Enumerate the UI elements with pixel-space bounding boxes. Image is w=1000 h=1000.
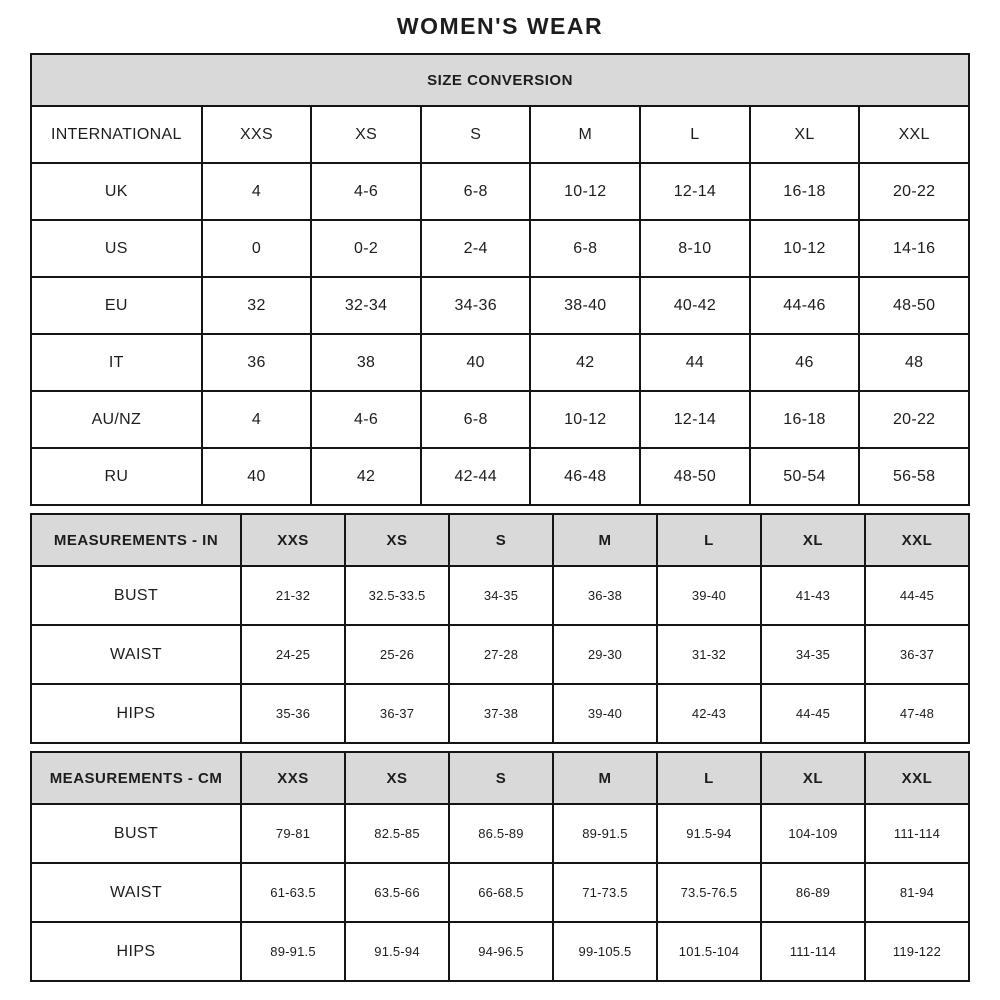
value-cell: 14-16 (859, 220, 969, 277)
value-cell: 10-12 (530, 391, 640, 448)
page-title: WOMEN'S WEAR (396, 13, 604, 39)
row-label: IT (31, 334, 202, 391)
value-cell: 35-36 (241, 684, 345, 743)
value-cell: 12-14 (640, 391, 750, 448)
size-column-header: L (657, 514, 761, 566)
measurements-cm-header: MEASUREMENTS - CM (31, 752, 241, 804)
value-cell: 20-22 (859, 391, 969, 448)
value-cell: 29-30 (553, 625, 657, 684)
table-header-row (31, 54, 969, 106)
value-cell: 71-73.5 (553, 863, 657, 922)
size-column-header: XL (761, 752, 865, 804)
row-label: WAIST (31, 863, 241, 922)
value-cell: 56-58 (859, 448, 969, 505)
table-header-row (31, 752, 969, 804)
value-cell: 16-18 (750, 391, 860, 448)
value-cell: 16-18 (750, 163, 860, 220)
size-column-header: XXS (241, 752, 345, 804)
row-label: BUST (31, 566, 241, 625)
measurements-cm-table (30, 751, 970, 982)
row-label: US (31, 220, 202, 277)
value-cell: 48-50 (859, 277, 969, 334)
value-cell: 44-45 (761, 684, 865, 743)
size-conversion-table (30, 53, 970, 506)
value-cell: 0-2 (311, 220, 421, 277)
value-cell: 32-34 (311, 277, 421, 334)
value-cell: 48 (859, 334, 969, 391)
value-cell: 39-40 (553, 684, 657, 743)
size-conversion-header: SIZE CONVERSION (31, 54, 969, 106)
size-column-header: XS (345, 514, 449, 566)
value-cell: 47-48 (865, 684, 969, 743)
table-row (31, 684, 969, 743)
value-cell: 38-40 (530, 277, 640, 334)
value-cell: 94-96.5 (449, 922, 553, 981)
value-cell: 34-35 (761, 625, 865, 684)
value-cell: 44-46 (750, 277, 860, 334)
value-cell: 61-63.5 (241, 863, 345, 922)
value-cell: 81-94 (865, 863, 969, 922)
value-cell: 89-91.5 (241, 922, 345, 981)
table-row (31, 566, 969, 625)
value-cell: 0 (202, 220, 312, 277)
table-header-row (31, 514, 969, 566)
table-row (31, 334, 969, 391)
value-cell: 89-91.5 (553, 804, 657, 863)
size-conversion-body (31, 106, 969, 505)
value-cell: 10-12 (750, 220, 860, 277)
size-column-header: XS (345, 752, 449, 804)
value-cell: 50-54 (750, 448, 860, 505)
table-row (31, 106, 969, 163)
value-cell: 99-105.5 (553, 922, 657, 981)
value-cell: 6-8 (530, 220, 640, 277)
value-cell: 40-42 (640, 277, 750, 334)
value-cell: 48-50 (640, 448, 750, 505)
value-cell: 21-32 (241, 566, 345, 625)
table-row (31, 391, 969, 448)
size-column-header: XXL (865, 514, 969, 566)
value-cell: 73.5-76.5 (657, 863, 761, 922)
row-label: BUST (31, 804, 241, 863)
measurements-cm-body (31, 804, 969, 981)
value-cell: 36 (202, 334, 312, 391)
value-cell: 44 (640, 334, 750, 391)
value-cell: 25-26 (345, 625, 449, 684)
size-column-header: M (553, 514, 657, 566)
table-row (31, 277, 969, 334)
value-cell: 37-38 (449, 684, 553, 743)
value-cell: L (640, 106, 750, 163)
value-cell: 36-38 (553, 566, 657, 625)
value-cell: 4 (202, 163, 312, 220)
value-cell: 41-43 (761, 566, 865, 625)
value-cell: 119-122 (865, 922, 969, 981)
value-cell: XXS (202, 106, 312, 163)
table-row (31, 220, 969, 277)
value-cell: 40 (421, 334, 531, 391)
value-cell: XS (311, 106, 421, 163)
value-cell: 31-32 (657, 625, 761, 684)
value-cell: 46-48 (530, 448, 640, 505)
table-row (31, 804, 969, 863)
value-cell: 44-45 (865, 566, 969, 625)
table-row (31, 922, 969, 981)
value-cell: 4-6 (311, 391, 421, 448)
value-cell: 32.5-33.5 (345, 566, 449, 625)
row-label: AU/NZ (31, 391, 202, 448)
row-label: HIPS (31, 684, 241, 743)
value-cell: 4 (202, 391, 312, 448)
value-cell: 66-68.5 (449, 863, 553, 922)
value-cell: 42-44 (421, 448, 531, 505)
table-row (31, 448, 969, 505)
value-cell: 42-43 (657, 684, 761, 743)
value-cell: 42 (530, 334, 640, 391)
value-cell: 91.5-94 (657, 804, 761, 863)
size-column-header: M (553, 752, 657, 804)
table-row (31, 863, 969, 922)
value-cell: XXL (859, 106, 969, 163)
size-column-header: S (449, 514, 553, 566)
value-cell: 86.5-89 (449, 804, 553, 863)
value-cell: 101.5-104 (657, 922, 761, 981)
size-column-header: XXL (865, 752, 969, 804)
value-cell: 20-22 (859, 163, 969, 220)
value-cell: 27-28 (449, 625, 553, 684)
size-column-header: XL (761, 514, 865, 566)
value-cell: 32 (202, 277, 312, 334)
table-row (31, 625, 969, 684)
value-cell: 111-114 (865, 804, 969, 863)
table-row (31, 163, 969, 220)
measurements-in-table (30, 513, 970, 744)
value-cell: 42 (311, 448, 421, 505)
value-cell: 12-14 (640, 163, 750, 220)
value-cell: XL (750, 106, 860, 163)
value-cell: 104-109 (761, 804, 865, 863)
value-cell: 38 (311, 334, 421, 391)
size-column-header: S (449, 752, 553, 804)
value-cell: 36-37 (345, 684, 449, 743)
size-column-header: L (657, 752, 761, 804)
value-cell: 2-4 (421, 220, 531, 277)
value-cell: 86-89 (761, 863, 865, 922)
value-cell: S (421, 106, 531, 163)
value-cell: 6-8 (421, 163, 531, 220)
value-cell: 6-8 (421, 391, 531, 448)
row-label: INTERNATIONAL (31, 106, 202, 163)
value-cell: 36-37 (865, 625, 969, 684)
measurements-in-body (31, 566, 969, 743)
size-column-header: XXS (241, 514, 345, 566)
value-cell: 91.5-94 (345, 922, 449, 981)
value-cell: 39-40 (657, 566, 761, 625)
value-cell: 40 (202, 448, 312, 505)
value-cell: 34-36 (421, 277, 531, 334)
value-cell: 111-114 (761, 922, 865, 981)
value-cell: 63.5-66 (345, 863, 449, 922)
row-label: RU (31, 448, 202, 505)
value-cell: 10-12 (530, 163, 640, 220)
value-cell: 46 (750, 334, 860, 391)
value-cell: 34-35 (449, 566, 553, 625)
value-cell: 24-25 (241, 625, 345, 684)
value-cell: 8-10 (640, 220, 750, 277)
value-cell: 79-81 (241, 804, 345, 863)
value-cell: 4-6 (311, 163, 421, 220)
row-label: HIPS (31, 922, 241, 981)
value-cell: M (530, 106, 640, 163)
row-label: UK (31, 163, 202, 220)
row-label: WAIST (31, 625, 241, 684)
measurements-in-header: MEASUREMENTS - IN (31, 514, 241, 566)
row-label: EU (31, 277, 202, 334)
value-cell: 82.5-85 (345, 804, 449, 863)
